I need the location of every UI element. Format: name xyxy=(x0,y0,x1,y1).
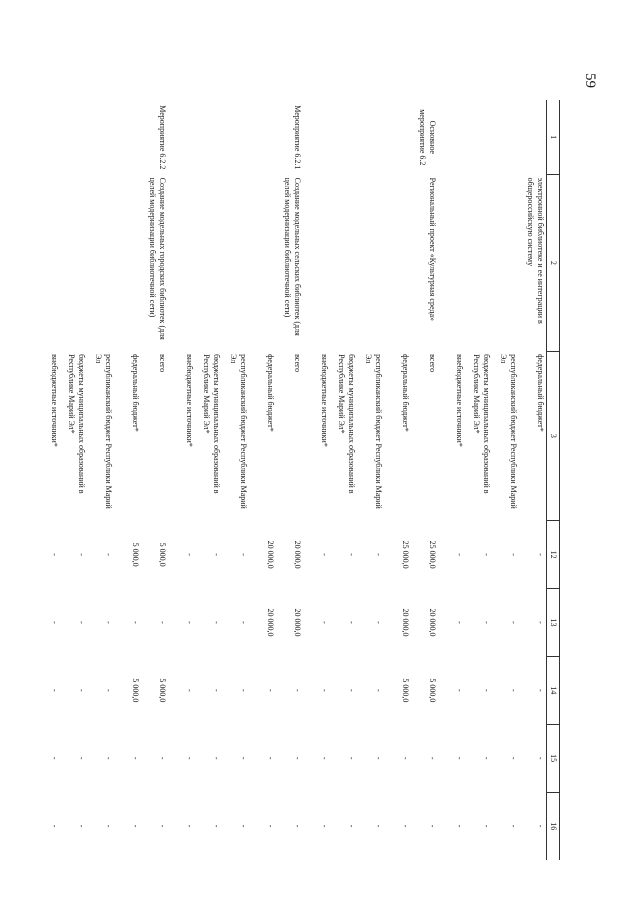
table-row xyxy=(357,100,384,860)
row-activity-name xyxy=(60,175,87,351)
row-activity-code xyxy=(60,100,87,175)
row-value-cell: - xyxy=(239,621,248,624)
row-value-cell: - xyxy=(50,688,59,692)
row-activity-code xyxy=(249,100,276,175)
row-value-cell: - xyxy=(266,824,275,828)
row-value-cell: - xyxy=(536,553,545,556)
table-row xyxy=(141,100,168,860)
row-value-cell: - xyxy=(320,824,329,828)
row-funding-source: федеральный бюджет* xyxy=(401,354,410,432)
budget-table xyxy=(33,100,560,860)
row-activity-code xyxy=(87,100,114,175)
row-funding-source: бюджеты муниципальных образований в Республике Марий Эл* xyxy=(337,354,356,494)
row-value-cell: - xyxy=(185,824,194,828)
row-value-cell: - xyxy=(131,756,140,760)
row-activity-code xyxy=(222,100,249,175)
row-value-cell: - xyxy=(185,756,194,760)
row-value-cell: - xyxy=(536,688,545,692)
row-value-cell: - xyxy=(320,688,329,692)
row-value-cell: 5 000,0 xyxy=(401,678,410,703)
row-activity-name xyxy=(465,175,492,351)
row-activity-code xyxy=(384,100,411,175)
row-value-cell: - xyxy=(509,553,518,556)
row-activity-name xyxy=(87,175,114,351)
row-value-cell: - xyxy=(185,688,194,692)
row-value-cell: - xyxy=(239,688,248,692)
row-activity-name: Создание модельных сельских библиотек (для целей модернизации библиотечной сети) xyxy=(283,177,302,336)
row-value-cell: - xyxy=(239,756,248,760)
row-value-cell: 5 000,0 xyxy=(428,678,437,703)
row-value-cell: - xyxy=(401,824,410,828)
row-activity-code xyxy=(168,100,195,175)
row-activity-name xyxy=(168,175,195,351)
table-row xyxy=(168,100,195,860)
row-value-cell: - xyxy=(104,756,113,760)
row-value-cell: - xyxy=(482,621,491,624)
row-value-cell: - xyxy=(158,756,167,760)
row-funding-source: внебюджетные источники* xyxy=(455,354,464,447)
row-value-cell: 20 000,0 xyxy=(293,608,302,637)
row-funding-source: внебюджетные источники* xyxy=(50,354,59,447)
column-header: 12 xyxy=(547,521,560,589)
rotated-table-container xyxy=(50,100,560,860)
row-value-cell: - xyxy=(401,756,410,760)
row-funding-source: внебюджетные источники* xyxy=(185,354,194,447)
row-activity-name xyxy=(492,175,519,351)
row-value-cell: - xyxy=(320,621,329,624)
row-activity-name xyxy=(249,175,276,351)
table-row xyxy=(465,100,492,860)
row-value-cell: - xyxy=(455,824,464,828)
row-activity-code xyxy=(33,100,60,175)
row-activity-code: Мероприятие 6.2.1 xyxy=(293,105,302,170)
row-value-cell: 20 000,0 xyxy=(428,608,437,637)
row-value-cell: - xyxy=(77,688,86,692)
row-activity-code xyxy=(357,100,384,175)
row-value-cell: - xyxy=(347,621,356,624)
row-value-cell: - xyxy=(347,688,356,692)
column-header: 15 xyxy=(547,724,560,792)
row-value-cell: - xyxy=(293,824,302,828)
row-value-cell: - xyxy=(77,553,86,556)
row-activity-name xyxy=(303,175,330,351)
row-activity-name xyxy=(33,175,60,351)
row-value-cell: - xyxy=(347,756,356,760)
row-value-cell: - xyxy=(482,824,491,828)
row-value-cell: - xyxy=(536,621,545,624)
row-value-cell: - xyxy=(347,824,356,828)
row-value-cell: 20 000,0 xyxy=(293,540,302,569)
row-value-cell: - xyxy=(266,688,275,692)
table-row xyxy=(411,100,438,860)
row-funding-source: республиканский бюджет Республики Марий Эл xyxy=(229,354,248,509)
table-row xyxy=(276,100,303,860)
row-funding-source: федеральный бюджет* xyxy=(131,354,140,432)
row-value-cell: - xyxy=(293,688,302,692)
row-value-cell: - xyxy=(77,621,86,624)
row-value-cell: - xyxy=(347,553,356,556)
row-activity-code xyxy=(519,100,547,175)
row-activity-name xyxy=(330,175,357,351)
row-value-cell: - xyxy=(455,756,464,760)
row-activity-code xyxy=(195,100,222,175)
row-value-cell: 20 000,0 xyxy=(401,608,410,637)
row-activity-name: электронной библиотеке и ее интеграции в общероссийскую систему xyxy=(526,177,545,324)
row-value-cell: - xyxy=(374,756,383,760)
row-value-cell: - xyxy=(77,756,86,760)
table-body xyxy=(33,100,547,860)
row-activity-code xyxy=(114,100,141,175)
row-value-cell: - xyxy=(455,621,464,624)
row-activity-name xyxy=(222,175,249,351)
row-value-cell: - xyxy=(482,553,491,556)
row-value-cell: - xyxy=(104,688,113,692)
table-row xyxy=(249,100,276,860)
row-value-cell: - xyxy=(185,621,194,624)
row-value-cell: - xyxy=(455,688,464,692)
row-value-cell: - xyxy=(509,824,518,828)
row-funding-source: республиканский бюджет Республики Марий Эл xyxy=(499,354,518,509)
row-value-cell: - xyxy=(185,553,194,556)
row-activity-code xyxy=(303,100,330,175)
row-value-cell: - xyxy=(374,553,383,556)
row-value-cell: 20 000,0 xyxy=(266,540,275,569)
row-value-cell: - xyxy=(455,553,464,556)
row-value-cell: - xyxy=(212,621,221,624)
column-header: 1 xyxy=(547,100,560,175)
row-funding-source: всего xyxy=(293,354,302,373)
row-funding-source: внебюджетные источники* xyxy=(320,354,329,447)
row-value-cell: - xyxy=(131,824,140,828)
row-activity-name xyxy=(438,175,465,351)
row-value-cell: - xyxy=(509,621,518,624)
row-value-cell: - xyxy=(104,824,113,828)
row-value-cell: - xyxy=(509,756,518,760)
table-row xyxy=(438,100,465,860)
row-value-cell: 5 000,0 xyxy=(158,678,167,703)
column-header: 3 xyxy=(547,351,560,521)
row-value-cell: - xyxy=(293,756,302,760)
row-value-cell: - xyxy=(104,621,113,624)
row-value-cell: 5 000,0 xyxy=(131,542,140,567)
table-row xyxy=(195,100,222,860)
table-row xyxy=(492,100,519,860)
row-value-cell: - xyxy=(482,688,491,692)
row-value-cell: - xyxy=(50,824,59,828)
row-value-cell: - xyxy=(158,621,167,624)
row-funding-source: всего xyxy=(158,354,167,373)
row-value-cell: - xyxy=(536,824,545,828)
row-value-cell: - xyxy=(212,824,221,828)
table-row xyxy=(222,100,249,860)
row-value-cell: - xyxy=(482,756,491,760)
column-header: 16 xyxy=(547,792,560,860)
row-value-cell: - xyxy=(320,756,329,760)
row-value-cell: - xyxy=(266,756,275,760)
row-activity-code xyxy=(492,100,519,175)
row-value-cell: - xyxy=(77,824,86,828)
row-funding-source: федеральный бюджет* xyxy=(536,354,545,432)
row-value-cell: 20 000,0 xyxy=(266,608,275,637)
row-value-cell: - xyxy=(212,756,221,760)
row-funding-source: республиканский бюджет Республики Марий Эл xyxy=(94,354,113,509)
column-header: 13 xyxy=(547,589,560,657)
table-row xyxy=(519,100,547,860)
row-value-cell: - xyxy=(374,824,383,828)
row-value-cell: - xyxy=(320,553,329,556)
row-funding-source: всего xyxy=(428,354,437,373)
column-header-row xyxy=(547,100,560,860)
row-activity-code xyxy=(465,100,492,175)
row-value-cell: - xyxy=(374,621,383,624)
row-value-cell: - xyxy=(374,688,383,692)
table-row xyxy=(33,100,60,860)
column-header: 2 xyxy=(547,175,560,351)
row-value-cell: - xyxy=(509,688,518,692)
row-activity-name xyxy=(195,175,222,351)
row-value-cell: - xyxy=(428,756,437,760)
row-value-cell: - xyxy=(239,824,248,828)
row-value-cell: - xyxy=(50,621,59,624)
table-row xyxy=(60,100,87,860)
row-value-cell: 5 000,0 xyxy=(131,678,140,703)
row-activity-name xyxy=(384,175,411,351)
row-activity-code: Основное мероприятие 6.2 xyxy=(418,109,437,166)
table-row xyxy=(303,100,330,860)
row-value-cell: 25 000,0 xyxy=(401,540,410,569)
row-value-cell: - xyxy=(428,824,437,828)
row-activity-name: Региональный проект «Культурная среда» xyxy=(428,177,437,322)
table-row xyxy=(114,100,141,860)
row-funding-source: бюджеты муниципальных образований в Республике Марий Эл* xyxy=(472,354,491,494)
page-number: 59 xyxy=(582,73,598,88)
row-value-cell: - xyxy=(212,553,221,556)
row-activity-code xyxy=(438,100,465,175)
row-funding-source: бюджеты муниципальных образований в Республике Марий Эл* xyxy=(67,354,86,494)
row-activity-code xyxy=(330,100,357,175)
row-funding-source: федеральный бюджет* xyxy=(266,354,275,432)
row-value-cell: - xyxy=(158,824,167,828)
row-value-cell: - xyxy=(131,621,140,624)
row-value-cell: - xyxy=(239,553,248,556)
row-funding-source: бюджеты муниципальных образований в Республике Марий Эл* xyxy=(202,354,221,494)
row-activity-name: Создание модельных городских библиотек (для целей модернизации библиотечной сети) xyxy=(148,177,167,340)
row-funding-source: республиканский бюджет Республики Марий Эл xyxy=(364,354,383,509)
row-value-cell: 5 000,0 xyxy=(158,542,167,567)
row-value-cell: 25 000,0 xyxy=(428,540,437,569)
table-row xyxy=(87,100,114,860)
row-activity-name xyxy=(114,175,141,351)
row-value-cell: - xyxy=(212,688,221,692)
table-row xyxy=(384,100,411,860)
column-header: 14 xyxy=(547,656,560,724)
row-activity-code: Мероприятие 6.2.2 xyxy=(158,105,167,170)
row-value-cell: - xyxy=(104,553,113,556)
row-value-cell: - xyxy=(536,756,545,760)
row-activity-name xyxy=(357,175,384,351)
table-row xyxy=(330,100,357,860)
row-value-cell: - xyxy=(50,756,59,760)
row-value-cell: - xyxy=(50,553,59,556)
